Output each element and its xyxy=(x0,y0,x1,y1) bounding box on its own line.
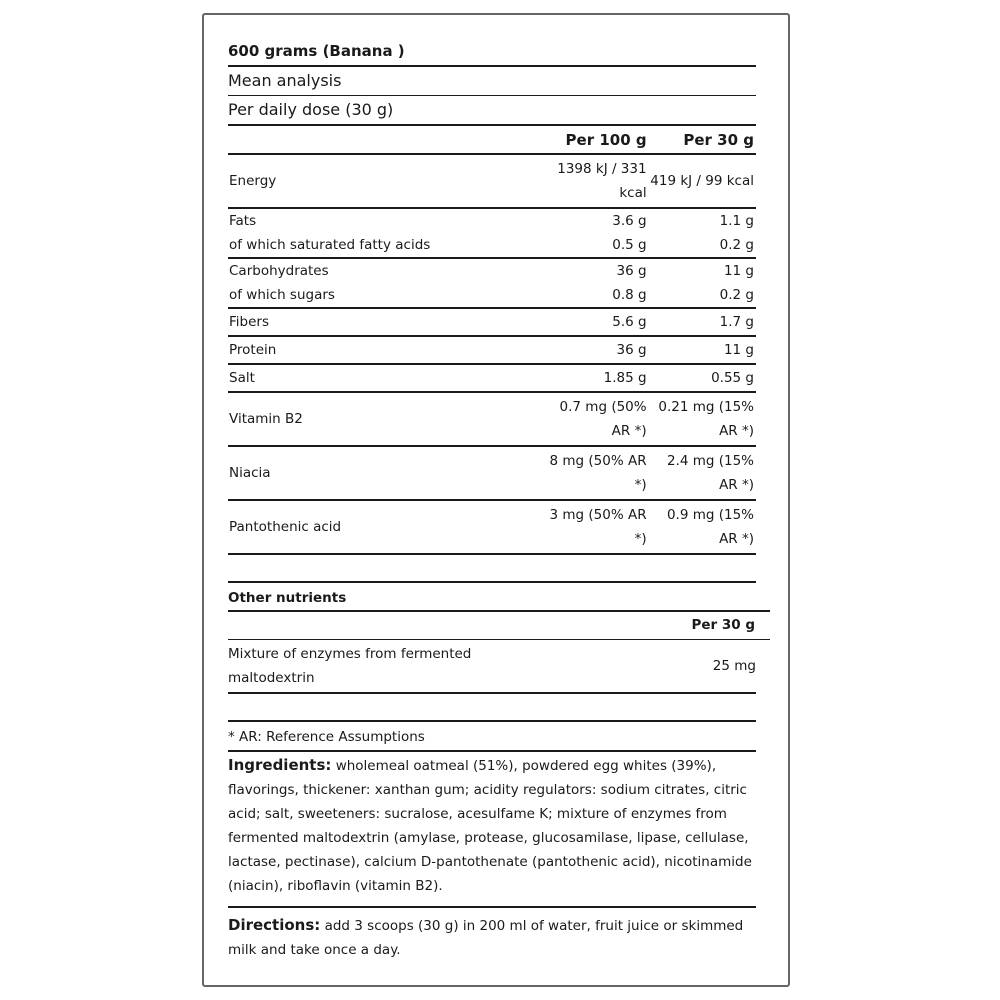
value-per-100g: 36 g xyxy=(547,336,648,364)
row-label: Protein xyxy=(228,336,547,364)
other-nutrients-column-header: Per 30 g xyxy=(228,610,770,640)
value-per-30g: 1.1 g xyxy=(719,213,754,229)
ingredients-label: Ingredients: xyxy=(228,756,332,774)
row-fats xyxy=(228,208,756,233)
value-per-100g: 3.6 g xyxy=(612,213,647,229)
nutrition-table-header xyxy=(228,126,756,154)
other-nutrients-heading: Other nutrients xyxy=(228,581,756,610)
directions-text: add 3 scoops (30 g) in 200 ml of water, fruit juice or skimmed milk and take once a day. xyxy=(228,918,744,958)
column-per-100g: Per 100 g xyxy=(547,126,648,154)
value-per-30g: 0.2 g xyxy=(649,233,756,258)
value-per-30g: 419 kJ / 99 kcal xyxy=(649,154,756,208)
row-carbohydrates xyxy=(228,258,756,283)
ingredients-text: wholemeal oatmeal (51%), powdered egg whites (39%), flavorings, thickener: xanthan gum; acidity regulators: sodium citrates, citric acid; salt, sweeteners: sucralose, acesulfame K; mixture of enzymes from fermented maltodextrin (amylase, protease, glucosamilase, lipase, cellulase, lactase, pectinase), calcium D-pantothenate (pantothenic acid), nicotinamide (niacin), riboflavin (vitamin B2). xyxy=(228,758,752,894)
value-per-100g: 0.5 g xyxy=(547,233,648,258)
value-per-30g: 2.4 mg (15% AR *) xyxy=(649,446,756,500)
directions-paragraph xyxy=(228,906,756,970)
ar-footnote: * AR: Reference Assumptions xyxy=(228,720,756,752)
row-label: Mixture of enzymes from fermented maltodextrin xyxy=(228,646,472,686)
row-label: of which sugars xyxy=(228,283,547,308)
nutrition-table xyxy=(228,126,756,555)
value-per-100g: 5.6 g xyxy=(547,308,648,336)
value-per-30g: 25 mg xyxy=(712,658,756,674)
row-label: of which saturated fatty acids xyxy=(228,233,547,258)
row-label: Carbohydrates xyxy=(229,263,329,279)
row-label: Pantothenic acid xyxy=(228,500,547,554)
value-per-30g: 11 g xyxy=(723,263,754,279)
row-protein xyxy=(228,336,756,364)
value-per-30g: 1.7 g xyxy=(649,308,756,336)
row-vitamin-b2 xyxy=(228,392,756,446)
value-per-100g: 3 mg (50% AR *) xyxy=(547,500,648,554)
row-fibers xyxy=(228,308,756,336)
row-enzyme-mixture xyxy=(228,640,756,694)
row-label: Energy xyxy=(228,154,547,208)
value-per-100g: 0.8 g xyxy=(547,283,648,308)
row-label: Niacia xyxy=(228,446,547,500)
row-energy xyxy=(228,154,756,208)
daily-dose-heading: Per daily dose (30 g) xyxy=(228,96,756,126)
column-per-30g: Per 30 g xyxy=(649,126,756,154)
nutrition-label-content xyxy=(228,15,756,970)
row-label: Vitamin B2 xyxy=(228,392,547,446)
value-per-30g: 0.2 g xyxy=(649,283,756,308)
value-per-30g: 11 g xyxy=(649,336,756,364)
mean-analysis-heading: Mean analysis xyxy=(228,67,756,96)
value-per-30g: 0.55 g xyxy=(649,364,756,392)
row-saturated-fatty-acids xyxy=(228,233,756,258)
value-per-100g: 36 g xyxy=(616,263,647,279)
nutrition-label-panel xyxy=(202,13,790,987)
value-per-100g: 1.85 g xyxy=(547,364,648,392)
row-niacia xyxy=(228,446,756,500)
row-sugars xyxy=(228,283,756,308)
value-per-30g: 0.9 mg (15% AR *) xyxy=(649,500,756,554)
ingredients-paragraph xyxy=(228,752,756,906)
value-per-100g: 1398 kJ / 331 kcal xyxy=(547,154,648,208)
product-title: 600 grams (Banana ) xyxy=(228,15,756,67)
row-pantothenic-acid xyxy=(228,500,756,554)
value-per-30g: 0.21 mg (15% AR *) xyxy=(649,392,756,446)
directions-label: Directions: xyxy=(228,916,321,934)
row-label: Salt xyxy=(228,364,547,392)
row-label: Fibers xyxy=(228,308,547,336)
value-per-100g: 8 mg (50% AR *) xyxy=(547,446,648,500)
value-per-100g: 0.7 mg (50% AR *) xyxy=(547,392,648,446)
row-salt xyxy=(228,364,756,392)
row-label: Fats xyxy=(229,213,257,229)
